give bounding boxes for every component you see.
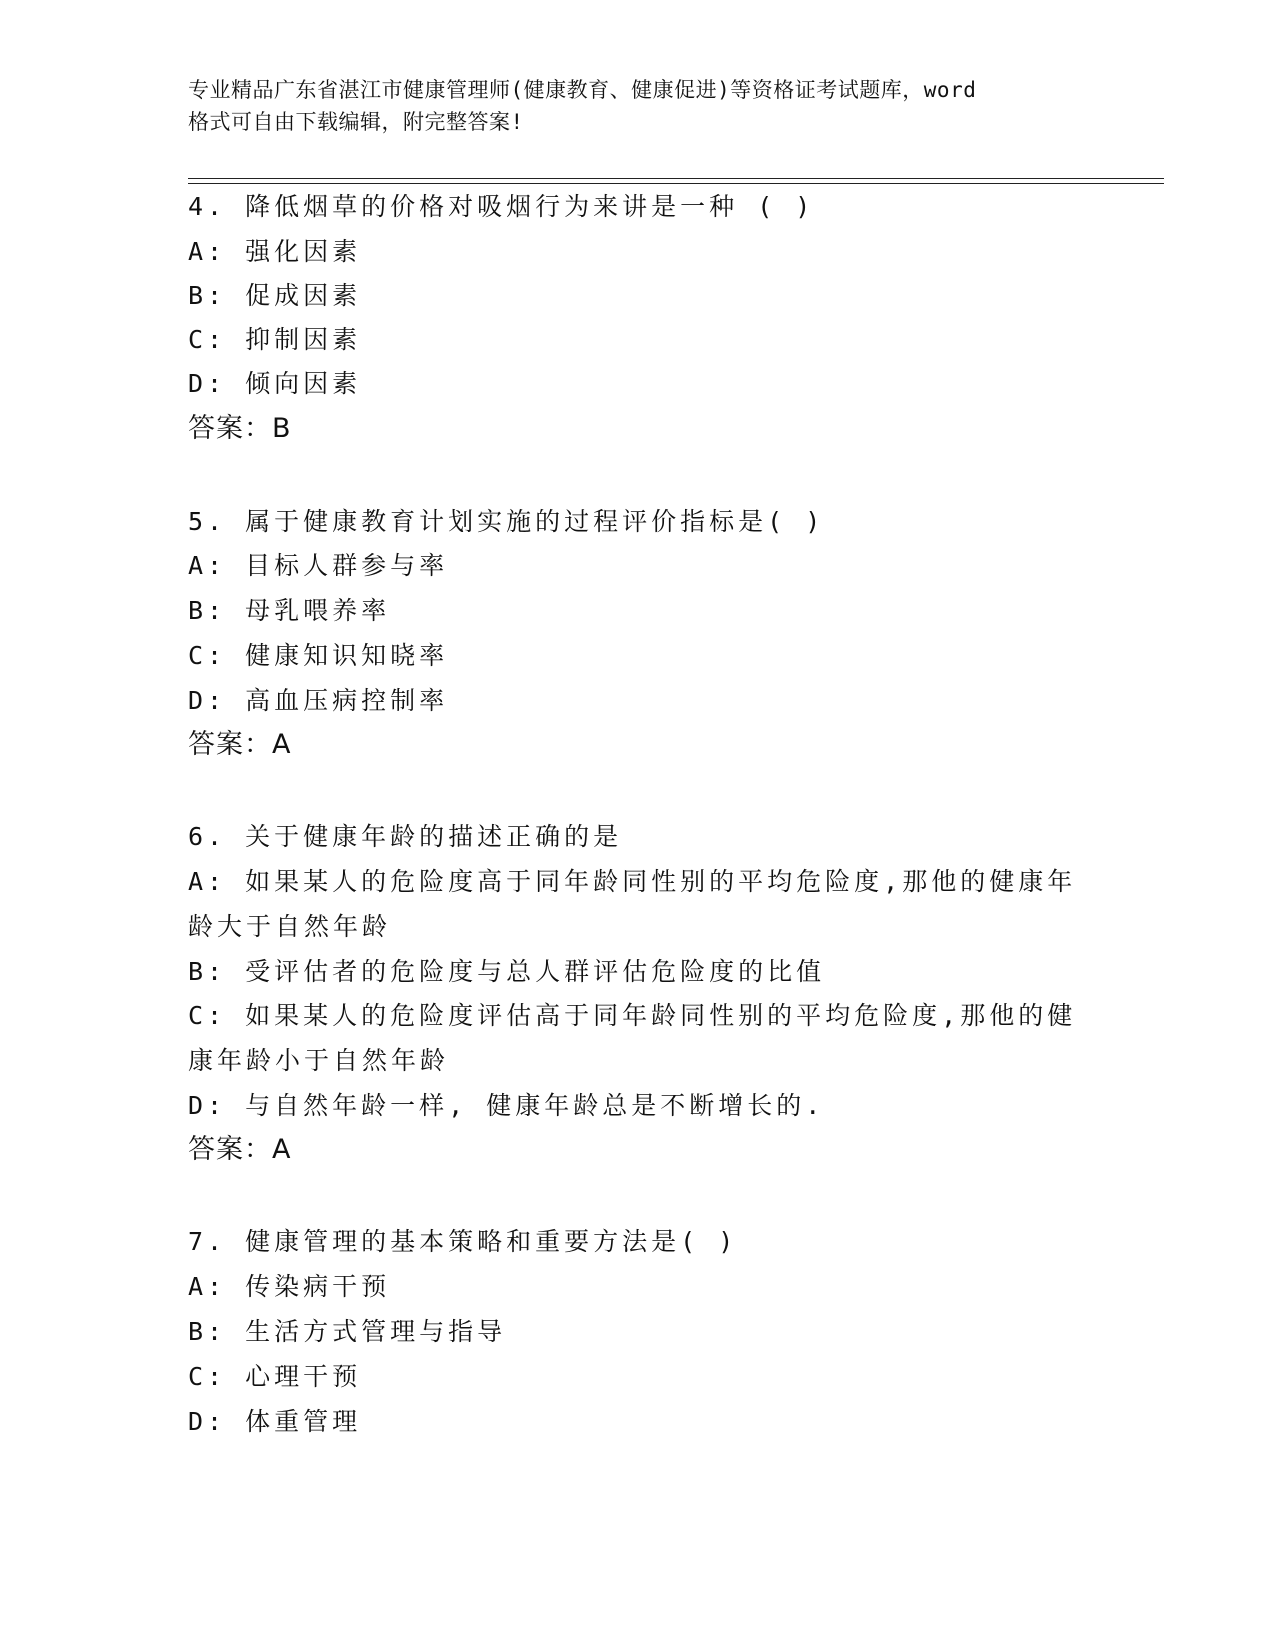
question-7-option-c: C: 心理干预	[188, 1362, 362, 1391]
header-line-2: 格式可自由下载编辑，附完整答案!	[188, 110, 524, 134]
question-4-option-b: B: 促成因素	[188, 281, 362, 310]
question-5-option-c: C: 健康知识知晓率	[188, 641, 449, 670]
question-5-option-d: D: 高血压病控制率	[188, 686, 449, 715]
question-6-option-c-cont: 康年龄小于自然年龄	[188, 1046, 450, 1075]
question-5-option-a: A: 目标人群参与率	[188, 551, 449, 580]
question-5-answer: 答案：A	[188, 729, 292, 760]
question-4-stem: 4. 降低烟草的价格对吸烟行为来讲是一种 ( )	[188, 192, 815, 221]
question-6-option-d: D: 与自然年龄一样, 健康年龄总是不断增长的.	[188, 1091, 825, 1120]
question-5-stem: 5. 属于健康教育计划实施的过程评价指标是( )	[188, 507, 825, 536]
question-6-option-a-cont: 龄大于自然年龄	[188, 912, 392, 941]
question-6-option-c: C: 如果某人的危险度评估高于同年龄同性别的平均危险度,那他的健	[188, 1001, 1077, 1030]
question-4-option-d: D: 倾向因素	[188, 369, 362, 398]
question-6-option-a: A: 如果某人的危险度高于同年龄同性别的平均危险度,那他的健康年	[188, 867, 1077, 896]
question-6-option-b: B: 受评估者的危险度与总人群评估危险度的比值	[188, 957, 826, 986]
question-5-option-b: B: 母乳喂养率	[188, 596, 391, 625]
header-line-1: 专业精品广东省湛江市健康管理师(健康教育、健康促进)等资格证考试题库，word	[188, 78, 977, 102]
document-header	[188, 74, 1088, 138]
question-7-stem: 7. 健康管理的基本策略和重要方法是( )	[188, 1227, 738, 1256]
question-6-stem: 6. 关于健康年龄的描述正确的是	[188, 822, 623, 851]
question-7-option-d: D: 体重管理	[188, 1407, 362, 1436]
question-4-answer: 答案：B	[188, 413, 292, 444]
question-4-option-a: A: 强化因素	[188, 237, 362, 266]
question-7-option-b: B: 生活方式管理与指导	[188, 1317, 507, 1346]
question-7-option-a: A: 传染病干预	[188, 1272, 391, 1301]
header-divider-top	[188, 178, 1164, 179]
question-6-answer: 答案：A	[188, 1134, 292, 1165]
question-4-option-c: C: 抑制因素	[188, 325, 362, 354]
header-divider-bottom	[188, 183, 1164, 184]
